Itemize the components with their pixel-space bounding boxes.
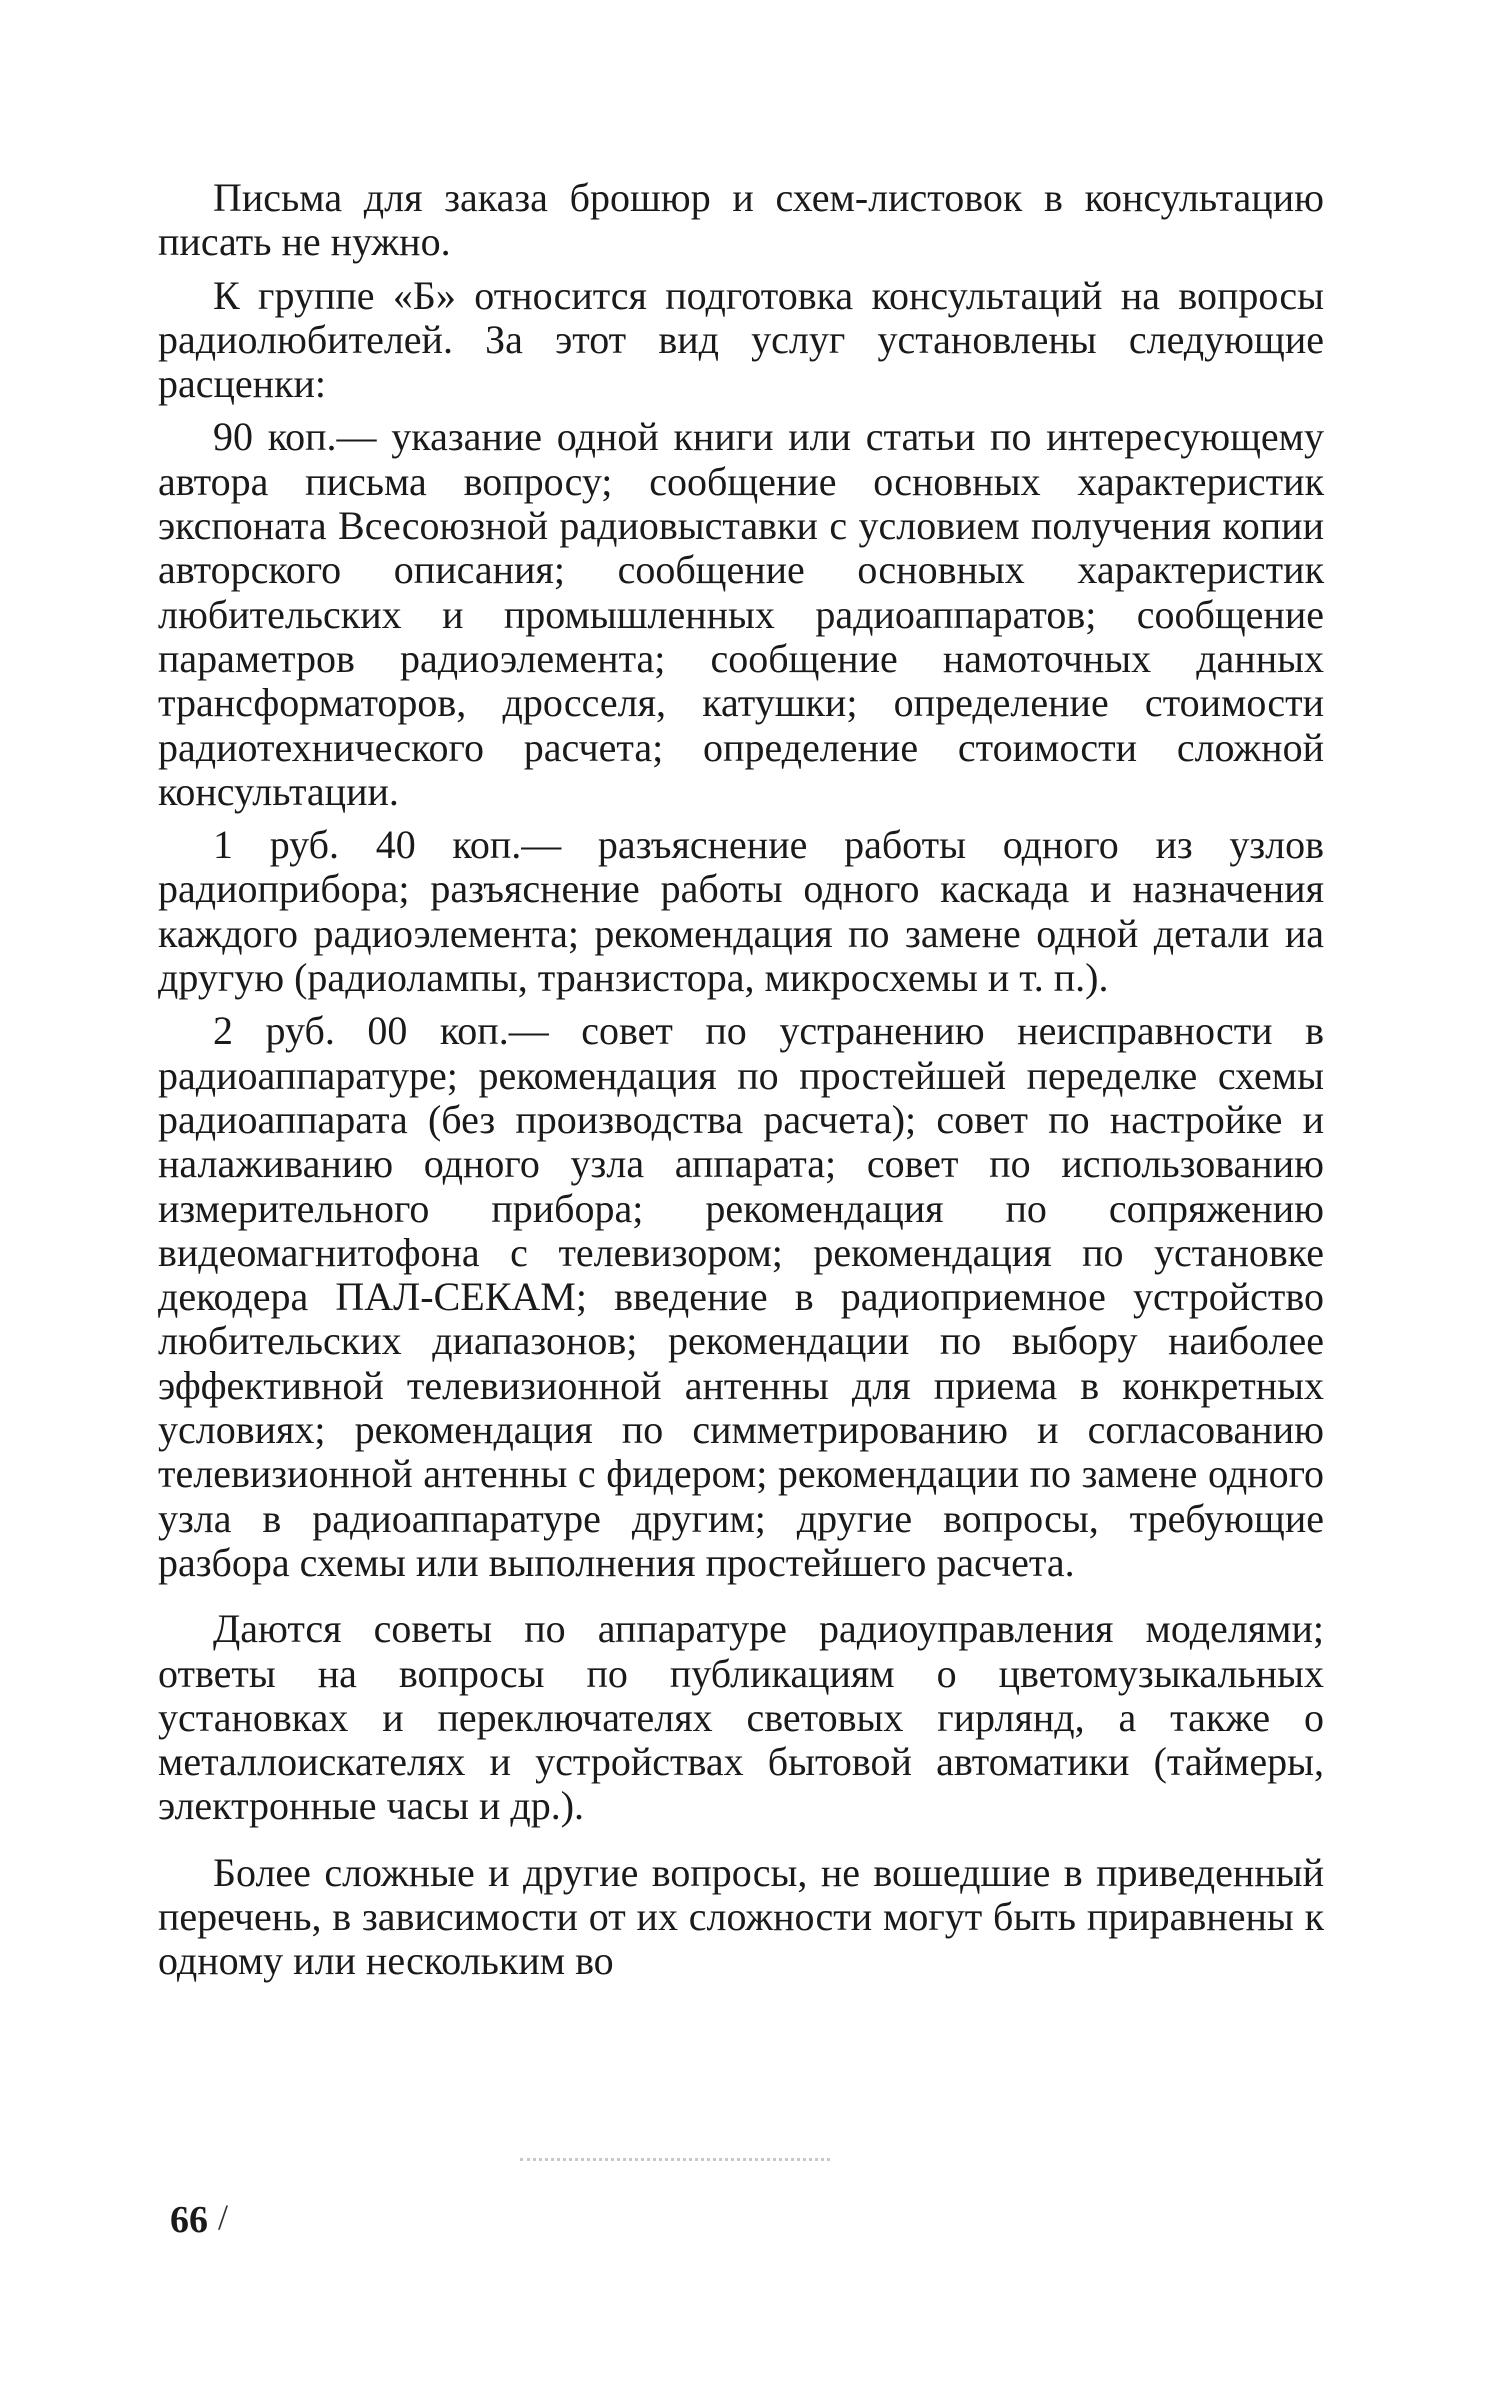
paragraph-group-b-intro: К группе «Б» относится подготовка консультаций на вопросы радиолюбителей. За этот вид услуг установлены следующие расценки: xyxy=(158,272,1324,407)
page-body xyxy=(158,176,1324,1984)
paragraph-letters-note: Письма для заказа брошюр и схем-листовок в консультацию писать не нужно. xyxy=(158,175,1324,265)
paragraph-complex-questions: Более сложные и другие вопросы, не вошедшие в приведенный перечень, в зависимости от их сложности могут быть приравнены к одному или нескольким во xyxy=(158,1849,1324,1984)
page-number: 66 xyxy=(170,2199,208,2241)
paragraph-price-2-rub: 2 руб. 00 коп.— совет по устранению неисправности в радиоаппаратуре; рекомендация по простейшей переделке схемы радиоаппарата (без производства расчета); совет по настройке и налаживанию одного узла аппарата; совет по использованию измерительного прибора; рекомендация по сопряжению видеомагнитофона с телевизором; рекомендация по установке декодера ПАЛ-СЕКАМ; введение в радиоприемное устройство любительских диапазонов; рекомендации по выбору наиболее эффективной телевизионной антенны для приема в конкретных условиях; рекомендация по симметрированию и согласованию телевизионной антенны с фидером; рекомендации по замене одного узла в радиоаппаратуре другим; другие вопросы, требующие разбора схемы или выполнения простейшего расчета. xyxy=(158,1008,1324,1585)
faint-dotted-line xyxy=(520,2158,830,2165)
paragraph-price-1-rub-40-kop: 1 руб. 40 коп.— разъяснение работы одного из узлов радиоприбора; разъяснение работы одного каскада и назначения каждого радиоэлемента; рекомендация по замене одной детали иа другую (радиолампы, транзистора, микросхемы и т. п.). xyxy=(158,822,1324,1001)
page-number-mark: / xyxy=(218,2197,229,2237)
paragraph-price-90-kop: 90 коп.— указание одной книги или статьи по интересующему автора письма вопросу; сообщение основных характеристик экспоната Всесоюзной радиовыставки с условием получения копии авторского описания; сообщение основных характеристик любительских и промышленных радиоаппаратов; сообщение параметров радиоэлемента; сообщение намоточных данных трансформаторов, дросселя, катушки; определение стоимости радиотехнического расчета; определение стоимости сложной консультации. xyxy=(158,414,1324,814)
paragraph-advice-radio-control: Даются советы по аппаратуре радиоуправления моделями; ответы на вопросы по публикациям о цветомузыкальных установках и переключателях световых гирлянд, а также о металлоискателях и устройствах бытовой автоматики (таймеры, электронные часы и др.). xyxy=(158,1606,1324,1829)
